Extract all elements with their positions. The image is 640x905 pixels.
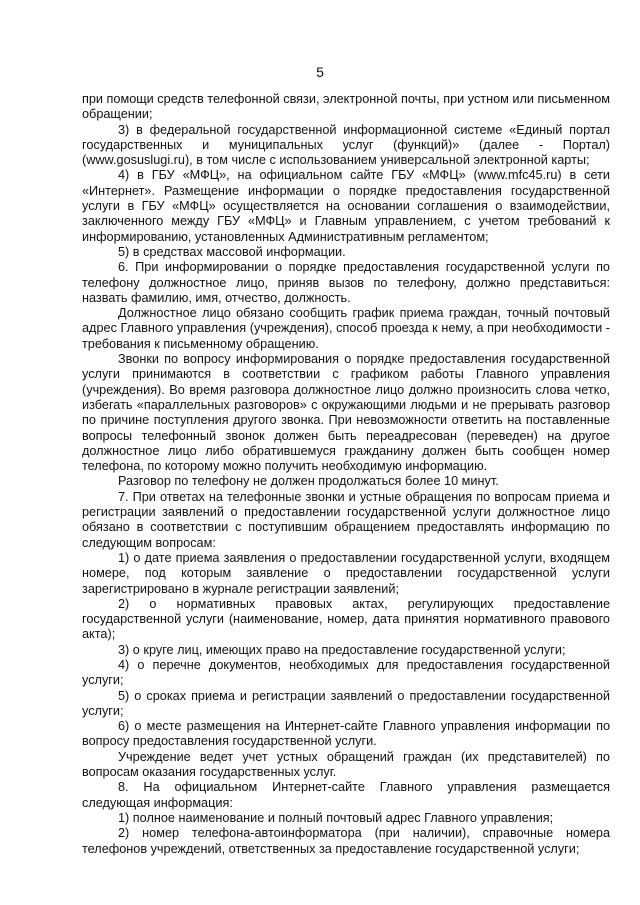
- paragraph: Разговор по телефону не должен продолжаться более 10 минут.: [118, 474, 499, 489]
- paragraph: 7. При ответах на телефонные звонки и устные обращения по вопросам приема и регистрации заявлений о предоставлении государственной услуги должностное лицо обязано в соответствии с поступившим обращением предоставлять информацию по следующим вопросам:: [82, 489, 610, 550]
- paragraph: 1) о дате приема заявления о предоставлении государственной услуги, входящем номере, под которым заявление о предоставлении государственной услуги зарегистрировано в журнале регистрации заявлений;: [82, 550, 610, 596]
- page-number: 5: [316, 64, 324, 80]
- paragraph: 3) о круге лиц, имеющих право на предоставление государственной услуги;: [118, 642, 566, 657]
- paragraph: Учреждение ведет учет устных обращений граждан (их представителей) по вопросам оказания государственных услуг.: [82, 749, 610, 780]
- paragraph: 2) о нормативных правовых актах, регулирующих предоставление государственной услуги (наименование, номер, дата принятия нормативного правового акта);: [82, 596, 610, 642]
- paragraph: 2) номер телефона-автоинформатора (при наличии), справочные номера телефонов учреждений, ответственных за предоставление государственной услуги;: [82, 826, 610, 856]
- paragraph: Звонки по вопросу информирования о порядке предоставления государственной услуги принимаются в соответствии с графиком работы Главного управления (учреждения). Во время разговора должностное лицо должно произносить слова четко, избегать «параллельных разговоров» с окружающими людьми и не прерывать разговор по причине поступления другого звонка. При невозможности ответить на поставленные вопросы телефонный звонок должен быть переадресован (переведен) на другое должностное лицо либо обратившемуся гражданину должен быть сообщен номер телефона, по которому можно получить необходимую информацию.: [82, 352, 610, 474]
- paragraph: 4) в ГБУ «МФЦ», на официальном сайте ГБУ «МФЦ» (www.mfc45.ru) в сети «Интернет». Размещение информации о порядке предоставления государственной услуги в ГБУ «МФЦ» осуществляется на основании соглашения о взаимодействии, заключенного между ГБУ «МФЦ» и Главным управлением, с учетом требований к информированию, установленных Административным регламентом;: [82, 168, 610, 244]
- paragraph: 6. При информировании о порядке предоставления государственной услуги по телефону должностное лицо, приняв вызов по телефону, должно представиться: назвать фамилию, имя, отчество, должность.: [82, 260, 610, 305]
- paragraph: 1) полное наименование и полный почтовый адрес Главного управления;: [118, 810, 554, 825]
- paragraph: 4) о перечне документов, необходимых для предоставления государственной услуги;: [82, 657, 610, 688]
- paragraph: 5) в средствах массовой информации.: [118, 244, 346, 259]
- paragraph: 5) о сроках приема и регистрации заявлений о предоставлении государственной услуги;: [82, 688, 610, 718]
- paragraph: Должностное лицо обязано сообщить график приема граждан, точный почтовый адрес Главного управления (учреждения), способ проезда к нему, а при необходимости - требования к письменному обращению.: [82, 306, 610, 351]
- paragraph: 3) в федеральной государственной информационной системе «Единый портал государственных и муниципальных услуг (функций)» (далее - Портал) (www.gosuslugi.ru), в том числе с использованием универсальной электронной карты;: [82, 122, 610, 168]
- document-body: [82, 92, 610, 857]
- paragraph: при помощи средств телефонной связи, электронной почты, при устном или письменном обращении;: [82, 92, 610, 122]
- paragraph: 8. На официальном Интернет-сайте Главного управления размещается следующая информация:: [82, 780, 610, 810]
- paragraph: 6) о месте размещения на Интернет-сайте Главного управления информации по вопросу предоставления государственной услуги.: [82, 719, 610, 749]
